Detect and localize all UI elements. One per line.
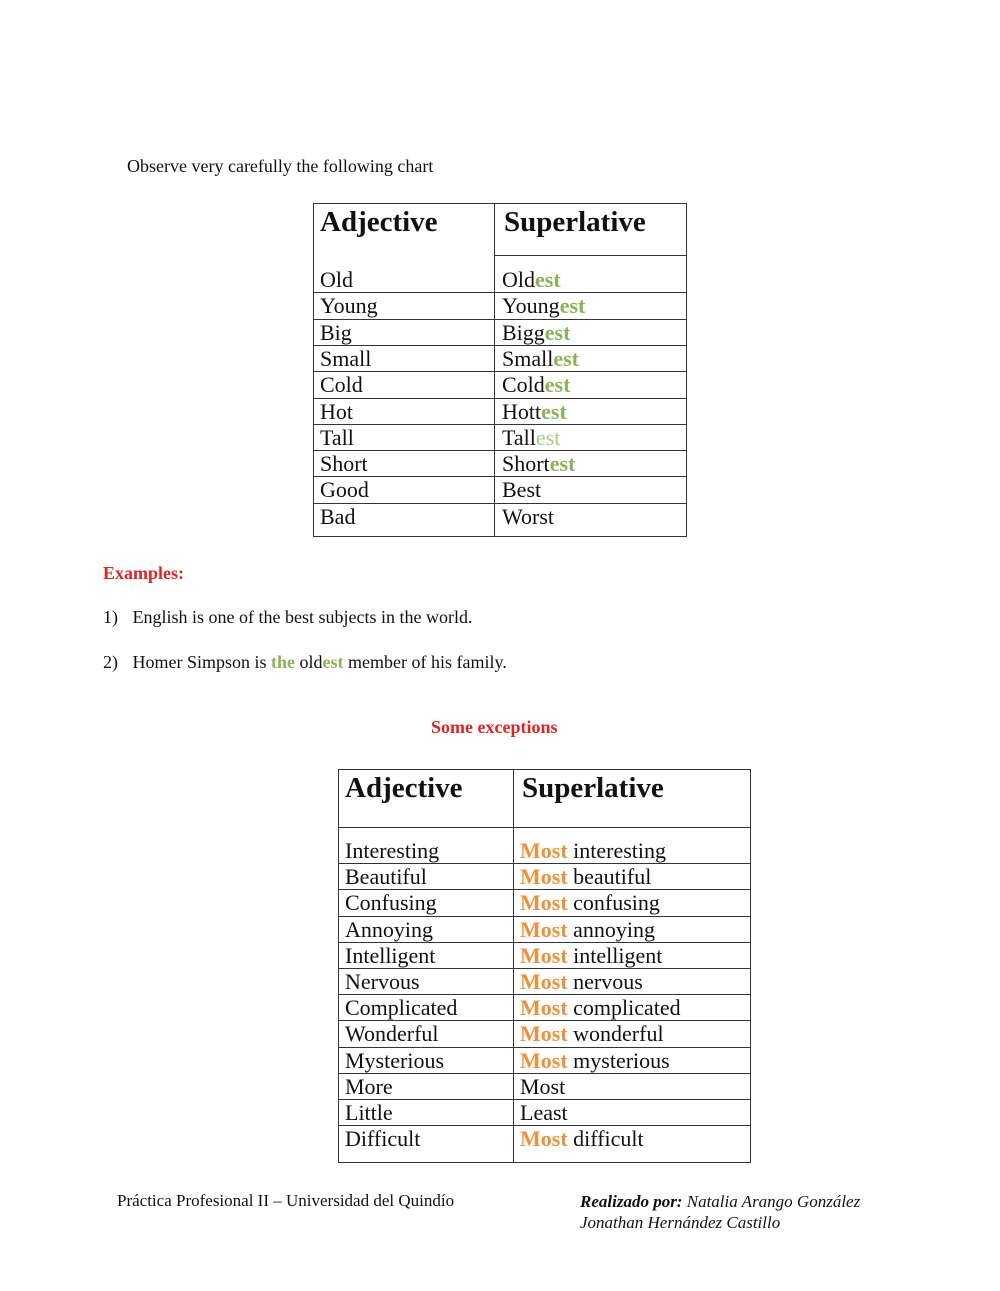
exceptions-title: Some exceptions: [431, 717, 558, 737]
example-text-pre: Homer Simpson is: [132, 652, 272, 672]
table-row-adjective: Interesting: [345, 838, 440, 863]
superlative-suffix: est: [544, 319, 571, 345]
superlative-word: intelligent: [567, 942, 663, 968]
table-row-superlative: [502, 477, 541, 503]
superlative-base: Tall: [502, 424, 536, 450]
table-row-superlative: [520, 943, 662, 969]
example-highlight-est: est: [322, 652, 344, 672]
superlative-base: Young: [502, 293, 560, 319]
superlative-suffix: est: [535, 424, 561, 450]
table-row-superlative: [520, 969, 643, 995]
table-row-adjective: Tall: [320, 424, 354, 450]
superlative-base: Short: [502, 451, 550, 477]
superlative-word: nervous: [567, 969, 643, 994]
table-row-superlative: [520, 1100, 568, 1126]
table-header-adjective: Adjective: [320, 206, 438, 238]
header-divider: [339, 827, 750, 828]
superlative-word: annoying: [567, 916, 656, 942]
superlative-word: interesting: [567, 838, 667, 863]
table-row-superlative: [502, 320, 570, 346]
footer-author-1: Natalia Arango González: [682, 1192, 861, 1211]
superlative-word: Most: [520, 1073, 566, 1099]
example-2: [103, 652, 507, 673]
intro-text: Observe very carefully the following chart: [127, 156, 434, 176]
row-divider: [314, 319, 686, 320]
most-keyword: Most: [520, 838, 568, 863]
superlative-base: Worst: [502, 503, 555, 529]
table-row-superlative: [502, 425, 560, 451]
most-keyword: Most: [520, 1021, 568, 1047]
table-row-superlative: [502, 504, 554, 530]
table-row-adjective: Cold: [320, 372, 363, 398]
most-keyword: Most: [520, 890, 568, 916]
row-divider: [314, 476, 686, 477]
adjective-superlative-table: [313, 203, 687, 537]
table-row-adjective: Big: [320, 319, 352, 345]
table-row-superlative: [520, 1048, 670, 1074]
superlative-base: Bigg: [502, 319, 545, 345]
superlative-suffix: est: [559, 293, 586, 319]
table-row-adjective: Wonderful: [345, 1021, 439, 1047]
footer-course: Práctica Profesional II – Universidad del Quindío: [117, 1191, 455, 1210]
table-row-adjective: Annoying: [345, 916, 433, 942]
table-row-adjective: Complicated: [345, 995, 458, 1021]
superlative-base: Hott: [502, 398, 542, 424]
table-column-divider: [513, 770, 514, 1162]
table-row-adjective: Beautiful: [345, 864, 427, 890]
table-row-superlative: [502, 372, 570, 398]
table-row-adjective: Intelligent: [345, 942, 436, 968]
table-row-adjective: Confusing: [345, 890, 437, 916]
most-keyword: Most: [520, 942, 568, 968]
footer-credits: [580, 1191, 860, 1233]
table-header-superlative: Superlative: [522, 772, 664, 804]
table-row-superlative: [520, 864, 651, 890]
superlative-suffix: est: [544, 372, 571, 398]
table-header-superlative: Superlative: [504, 206, 646, 238]
example-highlight-the: the: [271, 652, 296, 672]
example-number: 1): [103, 607, 118, 627]
example-text-mid: old: [295, 652, 323, 672]
most-keyword: Most: [520, 916, 568, 942]
table-row-adjective: Mysterious: [345, 1047, 444, 1073]
most-keyword: Most: [520, 864, 568, 890]
superlative-word: mysterious: [567, 1047, 670, 1073]
superlative-suffix: est: [553, 345, 579, 371]
superlative-base: Best: [502, 477, 542, 503]
exceptions-table: [338, 769, 751, 1163]
superlative-word: Least: [520, 1100, 568, 1125]
table-header-adjective: Adjective: [345, 772, 463, 804]
footer-credit-label: Realizado por:: [580, 1192, 683, 1211]
row-divider: [314, 503, 686, 504]
example-number: 2): [103, 652, 118, 672]
superlative-word: confusing: [567, 890, 660, 916]
table-row-adjective: Small: [320, 345, 372, 371]
table-row-adjective: Little: [345, 1100, 393, 1125]
superlative-suffix: est: [549, 451, 576, 477]
table-row-adjective: Old: [320, 267, 353, 292]
most-keyword: Most: [520, 1126, 568, 1152]
table-row-adjective: Short: [320, 451, 368, 477]
superlative-word: complicated: [567, 995, 681, 1021]
table-row-superlative: [520, 890, 660, 916]
most-keyword: Most: [520, 1047, 568, 1073]
table-row-superlative: [520, 838, 666, 864]
superlative-word: beautiful: [567, 864, 652, 890]
row-divider: [314, 398, 686, 399]
table-row-superlative: [502, 346, 579, 372]
most-keyword: Most: [520, 969, 568, 994]
superlative-word: difficult: [567, 1126, 644, 1152]
table-row-adjective: More: [345, 1073, 393, 1099]
row-divider: [314, 371, 686, 372]
table-row-adjective: Nervous: [345, 969, 420, 994]
example-text: [133, 652, 507, 672]
table-row-adjective: Bad: [320, 503, 356, 529]
superlative-word: wonderful: [567, 1021, 664, 1047]
table-row-adjective: Hot: [320, 398, 353, 424]
superlative-suffix: est: [541, 398, 567, 424]
superlative-base: Small: [502, 345, 554, 371]
example-1: [103, 607, 472, 628]
table-row-superlative: [502, 399, 567, 425]
superlative-base: Old: [502, 267, 535, 292]
table-row-superlative: [520, 1021, 664, 1047]
table-row-adjective: Good: [320, 477, 369, 503]
table-row-adjective: Young: [320, 293, 378, 319]
table-row-superlative: [520, 995, 681, 1021]
superlative-base: Cold: [502, 372, 545, 398]
table-row-superlative: [502, 267, 561, 293]
header-divider: [494, 255, 686, 256]
table-column-divider: [494, 204, 495, 536]
table-row-superlative: [520, 1074, 565, 1100]
superlative-suffix: est: [535, 267, 561, 292]
table-row-superlative: [502, 451, 575, 477]
example-text: English is one of the best subjects in the world.: [132, 607, 473, 627]
example-text-post: member of his family.: [343, 652, 507, 672]
most-keyword: Most: [520, 995, 568, 1021]
table-row-superlative: [502, 293, 585, 319]
table-row-superlative: [520, 1126, 644, 1152]
examples-label: Examples:: [103, 563, 184, 583]
table-row-adjective: Difficult: [345, 1126, 421, 1152]
row-divider: [314, 450, 686, 451]
table-row-superlative: [520, 917, 655, 943]
row-divider: [314, 424, 686, 425]
footer-author-2: Jonathan Hernández Castillo: [580, 1213, 781, 1232]
